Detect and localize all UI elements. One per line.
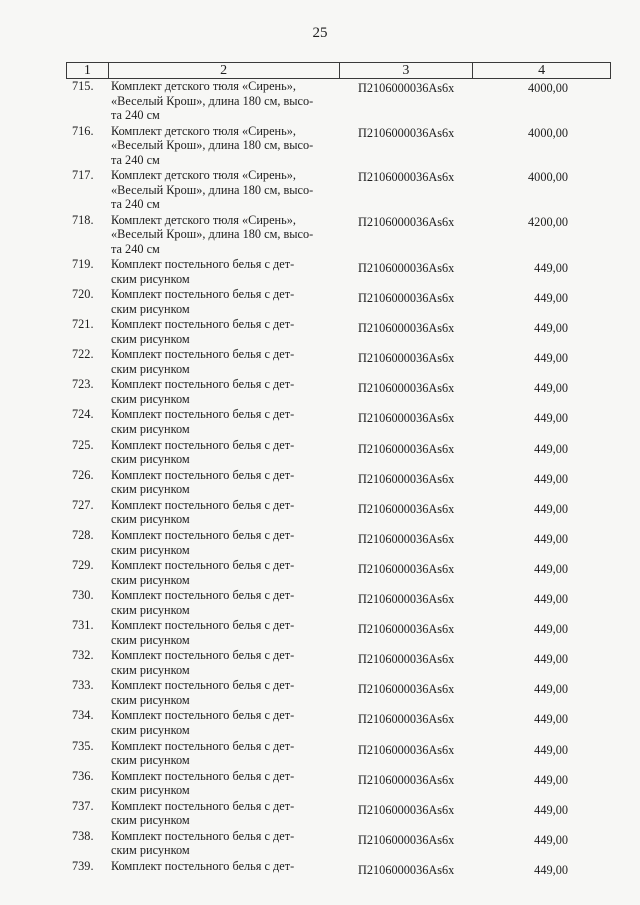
table-header-row: [66, 62, 611, 79]
row-code: П2106000036Аs6x: [358, 214, 455, 229]
row-description: Комплект постельного белья с дет- ским рисунком: [111, 648, 295, 677]
row-code: П2106000036Аs6x: [358, 170, 455, 184]
row-description: Комплект постельного белья с дет- ским рисунком: [111, 557, 295, 587]
row-code: П2106000036Аs6x: [358, 321, 455, 336]
row-number: 730.: [72, 588, 94, 603]
row-description: Комплект постельного белья с дет- ским рисунком: [111, 678, 295, 708]
row-price: 4200,00: [528, 214, 568, 229]
row-number: 725.: [72, 437, 94, 452]
column-header-2: 2: [108, 63, 339, 78]
row-code: П2106000036Аs6x: [358, 81, 455, 95]
row-number: 720.: [72, 287, 94, 302]
row-code: П2106000036Аs6x: [358, 125, 455, 140]
row-code: П2106000036Аs6x: [358, 501, 455, 516]
row-code: П2106000036Аs6x: [358, 772, 455, 787]
table-row: [66, 528, 611, 558]
row-price: 449,00: [534, 772, 568, 787]
row-code: П2106000036Аs6x: [358, 561, 455, 576]
row-code: П2106000036Аs6x: [358, 471, 455, 486]
row-price: 449,00: [534, 862, 568, 877]
row-code: П2106000036Аs6x: [358, 381, 455, 396]
row-code: П2106000036Аs6x: [358, 592, 455, 607]
row-price: 4000,00: [528, 125, 568, 140]
row-description: Комплект детского тюля «Сирень», «Веселый Крош», длина 180 см, высо- та 240 см: [111, 212, 314, 256]
row-code: П2106000036Аs6x: [358, 742, 455, 757]
row-description: Комплект постельного белья с дет- ским рисунком: [111, 708, 295, 738]
row-number: 721.: [72, 317, 94, 332]
row-code: П2106000036Аs6x: [358, 261, 455, 275]
row-price: 4000,00: [528, 81, 568, 95]
row-price: 4000,00: [528, 170, 568, 184]
table-row: [66, 438, 611, 468]
table-row: [66, 739, 611, 769]
row-price: 449,00: [534, 501, 568, 516]
row-price: 449,00: [534, 592, 568, 607]
row-price: 449,00: [534, 622, 568, 637]
row-number: 719.: [72, 257, 94, 271]
row-code: П2106000036Аs6x: [358, 832, 455, 847]
row-description: Комплект постельного белья с дет-: [111, 858, 295, 873]
row-description: Комплект постельного белья с дет- ским рисунком: [111, 497, 295, 527]
row-code: П2106000036Аs6x: [358, 411, 455, 426]
row-number: 732.: [72, 648, 94, 663]
row-price: 449,00: [534, 832, 568, 847]
row-number: 715.: [72, 79, 94, 93]
row-number: 728.: [72, 527, 94, 542]
row-code: П2106000036Аs6x: [358, 622, 455, 637]
table-row: [66, 769, 611, 799]
table-row: [66, 588, 611, 618]
row-description: Комплект постельного белья с дет- ским рисунком: [111, 467, 295, 497]
table-row: [66, 213, 611, 258]
row-number: 726.: [72, 467, 94, 482]
row-number: 731.: [72, 618, 94, 633]
row-price: 449,00: [534, 291, 568, 306]
table-row: [66, 79, 611, 124]
row-number: 722.: [72, 347, 94, 362]
table-row: [66, 558, 611, 588]
table-row: [66, 257, 611, 287]
row-description: Комплект постельного белья с дет- ским рисунком: [111, 798, 295, 828]
table-row: [66, 708, 611, 738]
row-price: 449,00: [534, 531, 568, 546]
column-header-4: 4: [472, 63, 610, 78]
row-number: 716.: [72, 123, 94, 138]
page-number: 25: [312, 25, 328, 41]
table-row: [66, 498, 611, 528]
row-price: 449,00: [534, 712, 568, 727]
table-row: [66, 468, 611, 498]
table-row: [66, 618, 611, 648]
column-header-3: 3: [339, 63, 473, 78]
row-code: П2106000036Аs6x: [358, 441, 455, 456]
row-code: П2106000036Аs6x: [358, 531, 455, 546]
row-number: 727.: [72, 497, 94, 512]
items-table: [66, 62, 611, 889]
row-price: 449,00: [534, 411, 568, 426]
row-number: 733.: [72, 678, 94, 693]
row-description: Комплект постельного белья с дет- ским рисунком: [111, 287, 295, 316]
table-row: [66, 648, 611, 678]
table-row: [66, 124, 611, 169]
row-description: Комплект детского тюля «Сирень», «Веселый Крош», длина 180 см, высо- та 240 см: [111, 168, 314, 212]
row-code: П2106000036Аs6x: [358, 652, 455, 667]
table-row: [66, 799, 611, 829]
row-price: 449,00: [534, 652, 568, 667]
row-description: Комплект постельного белья с дет- ским рисунком: [111, 618, 295, 647]
row-number: 738.: [72, 828, 94, 843]
row-description: Комплект постельного белья с дет- ским рисунком: [111, 437, 295, 467]
row-number: 717.: [72, 168, 94, 182]
row-description: Комплект постельного белья с дет- ским рисунком: [111, 407, 295, 437]
table-row: [66, 168, 611, 213]
row-number: 723.: [72, 377, 94, 392]
row-code: П2106000036Аs6x: [358, 351, 455, 366]
row-number: 729.: [72, 557, 94, 572]
row-number: 737.: [72, 798, 94, 813]
row-price: 449,00: [534, 441, 568, 456]
row-code: П2106000036Аs6x: [358, 802, 455, 817]
row-number: 734.: [72, 708, 94, 723]
table-row: [66, 678, 611, 708]
row-description: Комплект постельного белья с дет- ским рисунком: [111, 768, 295, 798]
table-row: [66, 317, 611, 347]
table-row: [66, 377, 611, 407]
row-price: 449,00: [534, 351, 568, 366]
row-price: 449,00: [534, 471, 568, 486]
row-code: П2106000036Аs6x: [358, 712, 455, 727]
row-description: Комплект постельного белья с дет- ским рисунком: [111, 738, 295, 768]
row-description: Комплект постельного белья с дет- ским рисунком: [111, 257, 295, 286]
row-description: Комплект детского тюля «Сирень», «Веселый Крош», длина 180 см, высо- та 240 см: [111, 79, 314, 123]
table-row: [66, 347, 611, 377]
table-row: [66, 407, 611, 437]
row-description: Комплект детского тюля «Сирень», «Веселый Крош», длина 180 см, высо- та 240 см: [111, 123, 314, 167]
row-number: 739.: [72, 858, 94, 873]
column-header-1: 1: [83, 63, 91, 78]
row-description: Комплект постельного белья с дет- ским рисунком: [111, 828, 295, 858]
row-price: 449,00: [534, 742, 568, 757]
row-price: 449,00: [534, 561, 568, 576]
row-description: Комплект постельного белья с дет- ским рисунком: [111, 377, 295, 407]
row-code: П2106000036Аs6x: [358, 291, 455, 306]
row-number: 736.: [72, 768, 94, 783]
table-body: [66, 79, 611, 889]
row-description: Комплект постельного белья с дет- ским рисунком: [111, 347, 295, 376]
row-code: П2106000036Аs6x: [358, 682, 455, 697]
table-row: [66, 859, 611, 889]
row-price: 449,00: [534, 321, 568, 336]
row-code: П2106000036Аs6x: [358, 862, 455, 877]
row-price: 449,00: [534, 682, 568, 697]
row-description: Комплект постельного белья с дет- ским рисунком: [111, 527, 295, 557]
row-number: 735.: [72, 738, 94, 753]
table-row: [66, 829, 611, 859]
row-number: 718.: [72, 212, 94, 227]
table-row: [66, 287, 611, 317]
row-number: 724.: [72, 407, 94, 422]
row-price: 449,00: [534, 261, 568, 275]
row-description: Комплект постельного белья с дет- ским рисунком: [111, 588, 295, 617]
row-price: 449,00: [534, 802, 568, 817]
row-description: Комплект постельного белья с дет- ским рисунком: [111, 317, 295, 346]
row-price: 449,00: [534, 381, 568, 396]
